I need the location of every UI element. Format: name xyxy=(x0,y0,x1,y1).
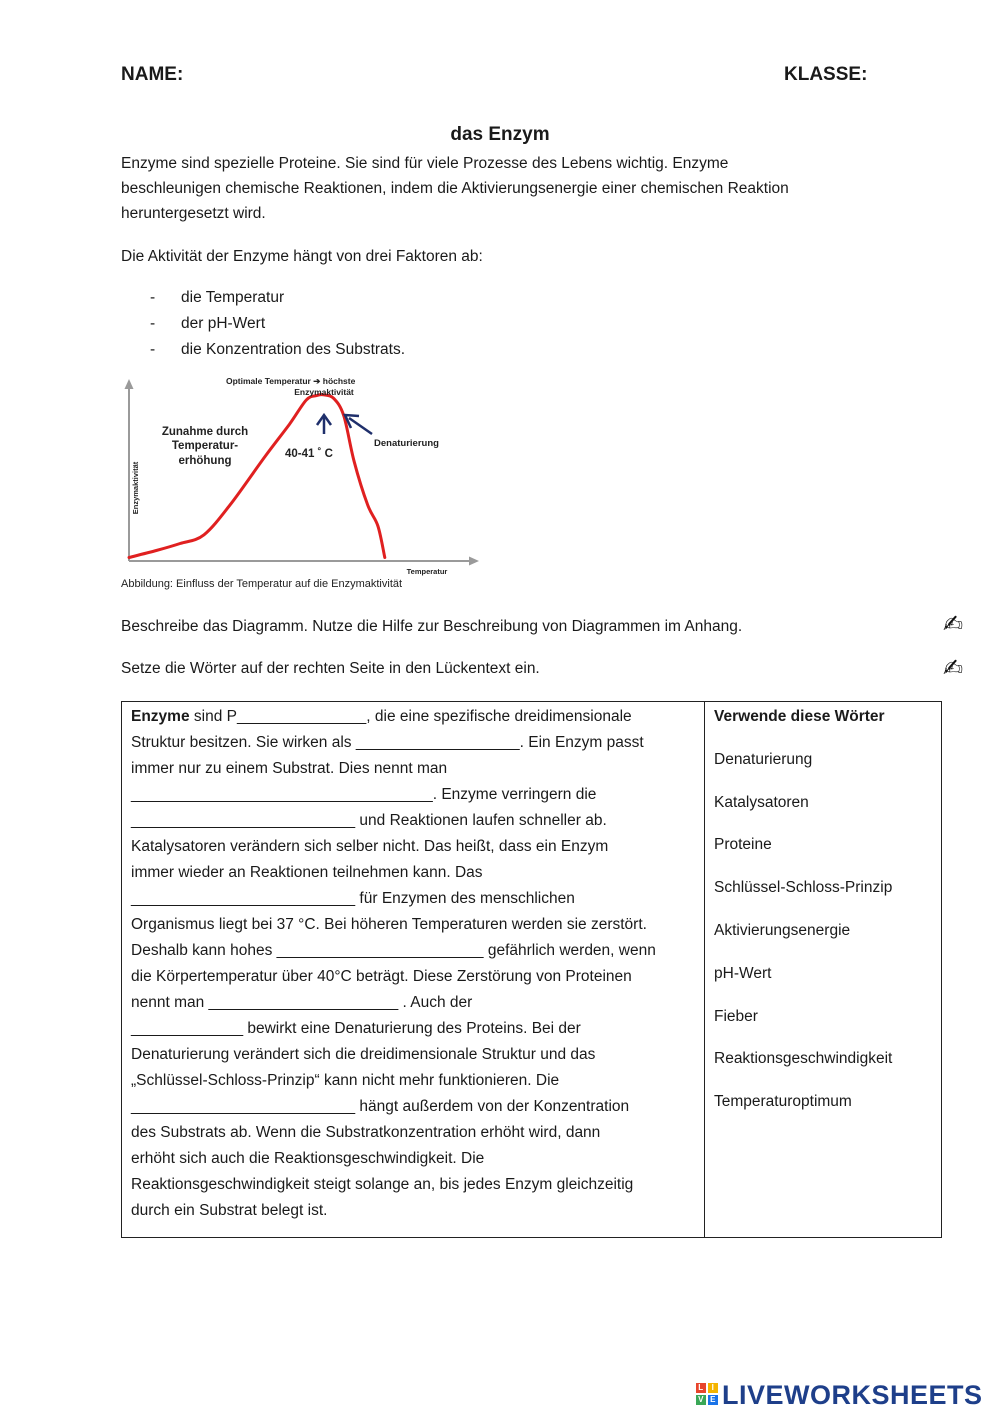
annotation-rise-line-2: Temperatur- xyxy=(171,440,239,452)
cloze-line: „Schlüssel-Schloss-Prinzip“ kann nicht mehr funktionieren. Die xyxy=(131,1072,560,1089)
chart-title-line-1 xyxy=(226,376,356,386)
word-bank-item: Katalysatoren xyxy=(714,793,809,811)
word-bank-item: pH-Wert xyxy=(714,964,772,982)
cloze-table xyxy=(121,701,942,1238)
chart-caption: Abbildung: Einfluss der Temperatur auf die Enzymaktivität xyxy=(121,578,403,590)
word-bank-item: Denaturierung xyxy=(714,750,813,768)
logo-tile: V xyxy=(696,1395,706,1405)
factor-label: die Temperatur xyxy=(181,289,285,306)
factor-label: der pH-Wert xyxy=(181,315,266,332)
word-bank xyxy=(714,704,939,1115)
chart-title-part-a: Optimale Temperatur xyxy=(226,376,311,386)
chart-title-arrow: ➔ xyxy=(313,376,321,386)
annotation-denaturation: Denaturierung xyxy=(374,438,439,449)
factor-item-3: - die Konzentration des Substrats. xyxy=(150,341,406,358)
writing-hand-icon: ✍ xyxy=(943,654,964,682)
factor-item-1: - die Temperatur xyxy=(150,289,285,306)
y-axis-arrowhead xyxy=(125,379,134,389)
cloze-line: _____________ bewirkt eine Denaturierung des Proteins. Bei der xyxy=(131,1020,581,1037)
cloze-line: __________________________ und Reaktionen laufen schneller ab. xyxy=(131,812,607,829)
task-describe-diagram: Beschreibe das Diagramm. Nutze die Hilfe zur Beschreibung von Diagrammen im Anhang. xyxy=(121,618,743,635)
cloze-text xyxy=(131,704,701,1224)
x-axis-label: Temperatur xyxy=(406,567,448,576)
cloze-line: Struktur besitzen. Sie wirken als ___________________. Ein Enzym passt xyxy=(131,734,644,751)
y-axis-label: Enzymaktivität xyxy=(131,461,140,515)
cloze-line: immer wieder an Reaktionen teilnehmen kann. Das xyxy=(131,864,483,881)
cloze-line: Reaktionsgeschwindigkeit steigt solange an, bis jedes Enzym gleichzeitig xyxy=(131,1176,634,1193)
logo-tile: I xyxy=(708,1383,718,1393)
word-bank-item: Schlüssel-Schloss-Prinzip xyxy=(714,879,893,897)
cloze-line: __________________________ hängt außerdem von der Konzentration xyxy=(131,1098,630,1115)
annotation-optimum: 40-41 ˚ C xyxy=(285,448,333,460)
annotation-rise-line-3: erhöhung xyxy=(178,455,232,467)
chart-title-line-2: Enzymaktivität xyxy=(294,387,354,397)
cloze-line: nennt man ______________________ . Auch der xyxy=(131,994,473,1011)
cloze-line: des Substrats ab. Wenn die Substratkonzentration erhöht wird, dann xyxy=(131,1124,601,1141)
intro-line-3: heruntergesetzt wird. xyxy=(121,205,266,222)
cloze-bold-word: Enzyme xyxy=(131,708,190,725)
name-label: NAME: xyxy=(121,64,184,85)
class-label: KLASSE: xyxy=(784,64,868,85)
temperature-chart xyxy=(118,374,488,578)
word-bank-heading: Verwende diese Wörter xyxy=(714,708,885,725)
logo-tile: E xyxy=(708,1395,718,1405)
factor-item-2: - der pH-Wert xyxy=(150,315,266,332)
cloze-line: Denaturierung verändert sich die dreidimensionale Struktur und das xyxy=(131,1046,596,1063)
intro-line-1: Enzyme sind spezielle Proteine. Sie sind für viele Prozesse des Lebens wichtig. Enzyme xyxy=(121,155,729,172)
cloze-line: Organismus liegt bei 37 °C. Bei höheren Temperaturen werden sie zerstört. xyxy=(131,916,647,933)
cloze-line: Deshalb kann hohes ________________________ gefährlich werden, wenn xyxy=(131,942,656,959)
cloze-line: __________________________ für Enzymen des menschlichen xyxy=(131,890,575,907)
table-divider xyxy=(704,702,705,1237)
cloze-line xyxy=(131,704,701,730)
word-bank-item: Fieber xyxy=(714,1007,758,1025)
word-bank-item: Aktivierungsenergie xyxy=(714,921,851,939)
denaturation-arrow-shaft xyxy=(349,418,372,434)
x-axis-arrowhead xyxy=(469,557,479,566)
page-title: das Enzym xyxy=(450,124,550,145)
word-bank-item: Temperaturoptimum xyxy=(714,1093,852,1111)
logo-text: LIVEWORKSHEETS xyxy=(722,1380,983,1410)
annotation-rise-line-1: Zunahme durch xyxy=(161,426,249,438)
cloze-line-rest: sind P_______________, die eine spezifische dreidimensionale xyxy=(189,708,632,725)
logo-tiles-icon xyxy=(696,1383,718,1405)
chart-title-part-b: höchste xyxy=(322,376,356,386)
cloze-line: Katalysatoren verändern sich selber nicht. Das heißt, dass ein Enzym xyxy=(131,838,609,855)
word-bank-item: Reaktionsgeschwindigkeit xyxy=(714,1050,893,1068)
cloze-line: durch ein Substrat belegt ist. xyxy=(131,1202,328,1219)
word-bank-item: Proteine xyxy=(714,836,772,854)
cloze-line: ___________________________________. Enzyme verringern die xyxy=(131,786,597,803)
cloze-line: die Körpertemperatur über 40°C beträgt. Diese Zerstörung von Proteinen xyxy=(131,968,632,985)
cloze-line: immer nur zu einem Substrat. Dies nennt man xyxy=(131,760,448,777)
liveworksheets-logo[interactable] xyxy=(696,1380,983,1411)
logo-tile: L xyxy=(696,1383,706,1393)
writing-hand-icon: ✍ xyxy=(943,610,964,638)
intro-line-2: beschleunigen chemische Reaktionen, indem die Aktivierungsenergie einer chemischen Reaktion xyxy=(121,180,789,197)
cloze-line: erhöht sich auch die Reaktionsgeschwindigkeit. Die xyxy=(131,1150,485,1167)
factor-label: die Konzentration des Substrats. xyxy=(181,341,406,358)
factors-intro: Die Aktivität der Enzyme hängt von drei Faktoren ab: xyxy=(121,248,483,265)
task-fill-gaps: Setze die Wörter auf der rechten Seite in den Lückentext ein. xyxy=(121,660,540,677)
intro-paragraph xyxy=(121,151,789,226)
